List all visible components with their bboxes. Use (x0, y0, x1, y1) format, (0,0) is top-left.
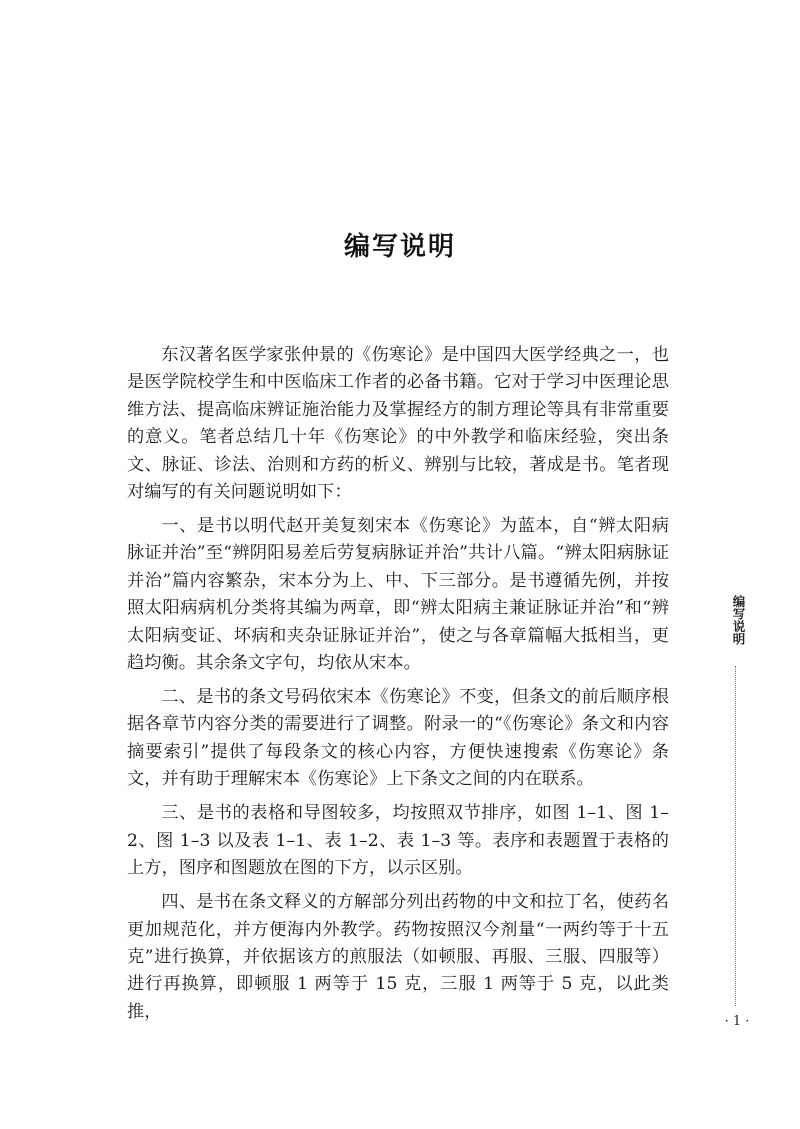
paragraph-item-3: 三、是书的表格和导图较多，均按照双节排序，如图 1–1、图 1–2、图 1–3 以及表 1–1、表 1–2、表 1–3 等。表序和表题置于表格的上方，图序和图题放在图的下方，以示区别。 (127, 803, 669, 879)
page-number: · 1 · (724, 1014, 750, 1029)
paragraph-intro: 东汉著名医学家张仲景的《伤寒论》是中国四大医学经典之一，也是医学院校学生和中医临床工作者的必备书籍。它对于学习中医理论思维方法、提高临床辨证施治能力及掌握经方的制方理论等具有非常重要的意义。笔者总结几十年《伤寒论》的中外教学和临床经验，突出条文、脉证、诊法、治则和方药的析义、辨别与比较，著成是书。笔者现对编写的有关问题说明如下： (127, 345, 669, 503)
running-header-vertical: 编写说明 (731, 595, 746, 645)
body-text (127, 342, 669, 1026)
side-divider-line (735, 666, 736, 1006)
page-title: 编写说明 (343, 232, 456, 262)
paragraph-item-2: 二、是书的条文号码依宋本《伤寒论》不变，但条文的前后顺序根据各章节内容分类的需要进行了调整。附录一的“《伤寒论》条文和内容摘要索引”提供了每段条文的核心内容，方便快速搜索《伤寒论》条文，并有助于理解宋本《伤寒论》上下条文之间的内在联系。 (127, 687, 669, 790)
paragraph-item-1: 一、是书以明代赵开美复刻宋本《伤寒论》为蓝本，自“辨太阳病脉证并治”至“辨阴阳易差后劳复病脉证并治”共计八篇。“辨太阳病脉证并治”篇内容繁杂，宋本分为上、中、下三部分。是书遵循先例，并按照太阳病病机分类将其编为两章，即“辨太阳病主兼证脉证并治”和“辨太阳病变证、坏病和夹杂证脉证并治”，使之与各章篇幅大抵相当，更趋均衡。其余条文字句，均依从宋本。 (127, 516, 669, 674)
paragraph-item-4: 四、是书在条文释义的方解部分列出药物的中文和拉丁名，使药名更加规范化，并方便海内外教学。药物按照汉今剂量“一两约等于十五克”进行换算，并依据该方的煎服法（如顿服、再服、三服、四服等）进行再换算，即顿服 1 两等于 15 克，三服 1 两等于 5 克，以此类推， (127, 892, 669, 1022)
